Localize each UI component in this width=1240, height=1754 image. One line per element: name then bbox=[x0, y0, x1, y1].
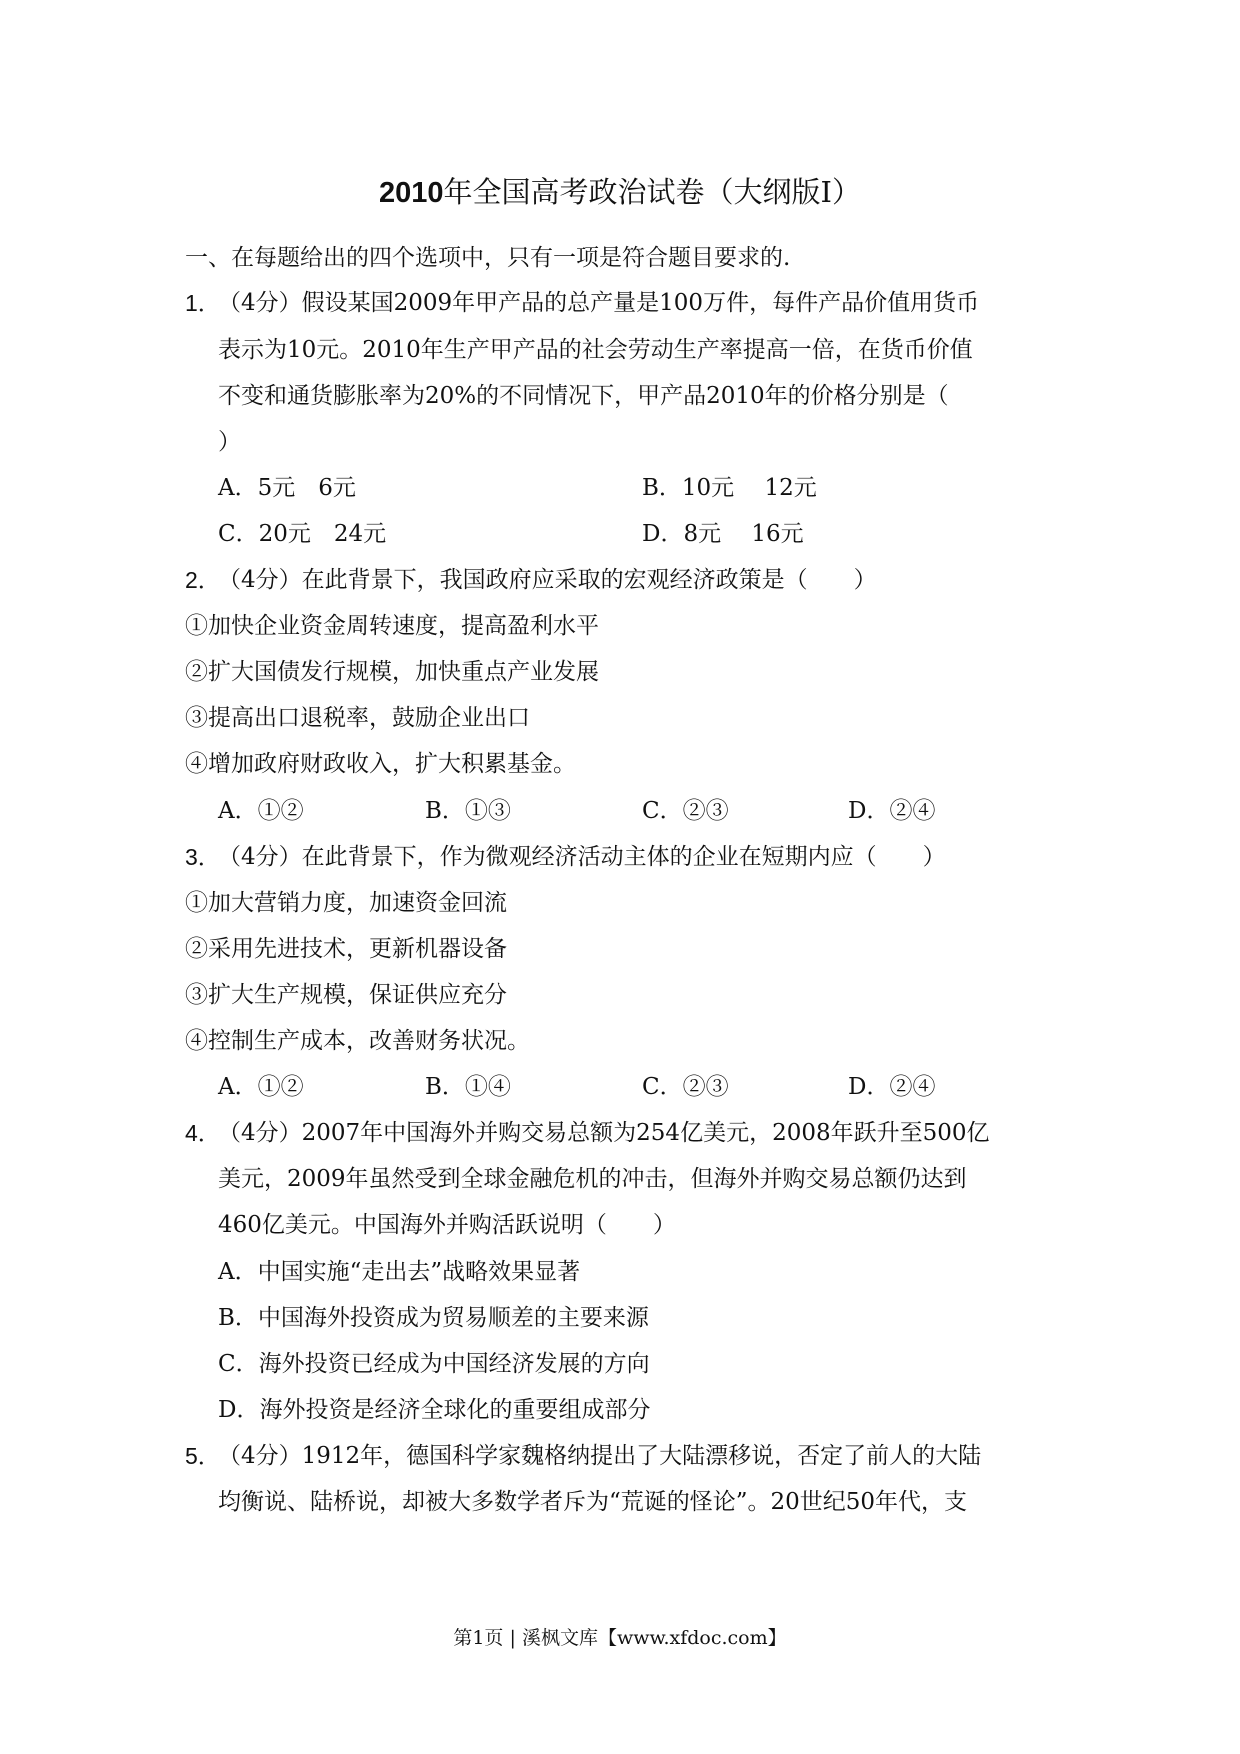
option-a: A．①② bbox=[218, 798, 304, 824]
question-number: 3． bbox=[185, 844, 221, 870]
option-c: C．20元 24元 bbox=[218, 521, 387, 547]
option-b: B．①③ bbox=[425, 798, 511, 824]
page-number: 第1页 bbox=[453, 1627, 504, 1649]
question-number: 5． bbox=[185, 1443, 221, 1469]
page-footer bbox=[0, 1624, 1240, 1652]
option-b: B．①④ bbox=[425, 1074, 511, 1100]
question-number: 4． bbox=[185, 1120, 221, 1146]
option-d: D．8元 16元 bbox=[642, 521, 804, 547]
option-c: C．②③ bbox=[642, 1074, 729, 1100]
option-a: A．①② bbox=[218, 1074, 304, 1100]
option-c: C．②③ bbox=[642, 798, 729, 824]
option-b: B．10元 12元 bbox=[642, 475, 817, 501]
option-a: A．5元 6元 bbox=[218, 475, 356, 501]
question-number: 2． bbox=[185, 567, 221, 593]
footer-separator: | bbox=[509, 1627, 516, 1649]
question-number: 1． bbox=[185, 290, 221, 316]
option-d: D．②④ bbox=[848, 1074, 936, 1100]
option-d: D．②④ bbox=[848, 798, 936, 824]
page-title: 2010年全国高考政治试卷（大纲版Ⅰ） bbox=[379, 175, 861, 209]
footer-site: 溪枫文库【www.xfdoc.com】 bbox=[521, 1627, 787, 1649]
